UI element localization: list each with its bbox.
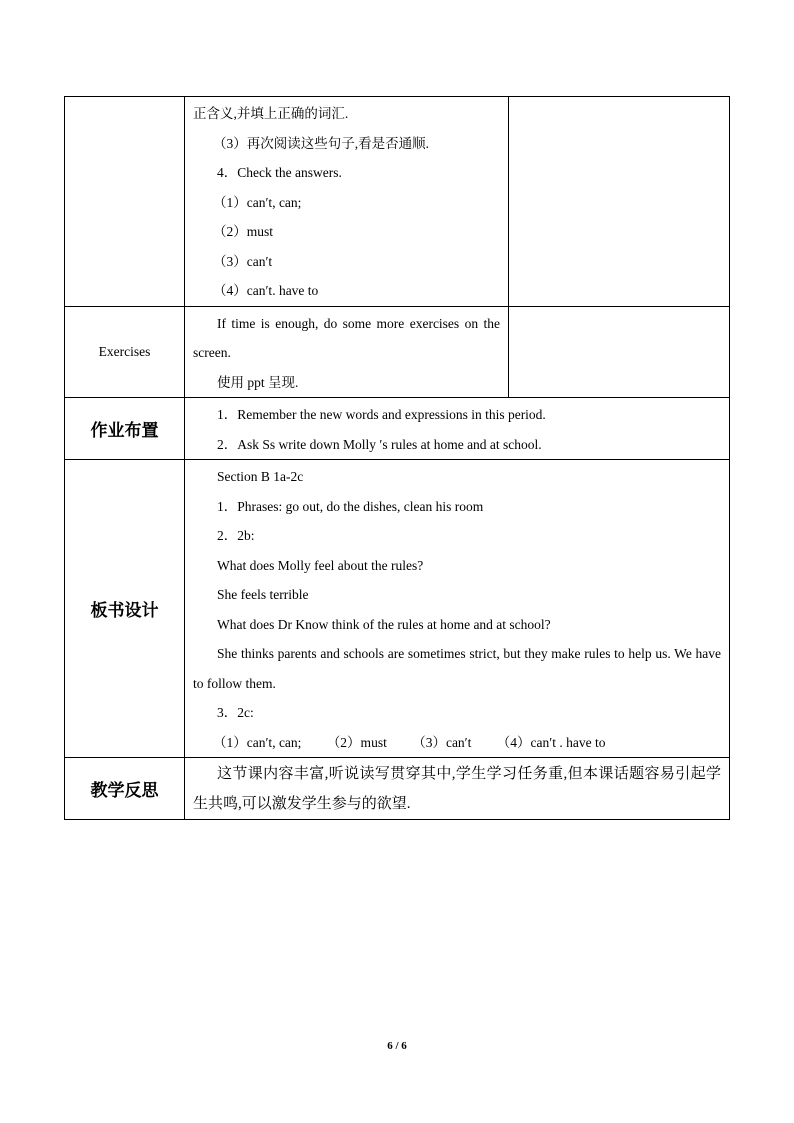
procedure-line: （4）can′t. have to	[213, 283, 319, 298]
homework-line: 1．Remember the new words and expressions in this period.	[217, 407, 546, 422]
board-content-cell	[185, 460, 730, 758]
page-number: 6 / 6	[387, 1040, 407, 1052]
procedure-line: （3）can′t	[213, 253, 273, 269]
board-line: She feels terrible	[217, 587, 309, 602]
board-line: What does Dr Know think of the rules at home and at school?	[217, 616, 551, 632]
board-paragraph: She thinks parents and schools are sometimes strict, but they make rules to help us. We have to follow them.	[193, 646, 721, 691]
homework-content-cell	[185, 398, 730, 460]
board-answers	[185, 728, 729, 758]
board-line: 3．2c:	[217, 705, 254, 720]
reflection-text: 这节课内容丰富,听说读写贯穿其中,学生学习任务重,但本课话题容易引起学生共鸣,可以激发学生参与的欲望.	[193, 766, 721, 812]
procedure-line: （1）can′t, can;	[213, 194, 302, 210]
procedure-line: 4．Check the answers.	[217, 165, 342, 180]
board-label: 板书设计	[65, 460, 185, 758]
procedure-line: （2）must	[213, 224, 274, 239]
procedure-line: （3）再次阅读这些句子,看是否通顺.	[213, 135, 429, 151]
exercises-content-cell	[185, 306, 509, 398]
answer-2: （2）must	[326, 734, 387, 750]
homework-label: 作业布置	[65, 398, 185, 460]
procedure-label-cell	[65, 97, 185, 307]
answer-4: （4）can′t	[496, 734, 556, 750]
procedure-notes-cell	[509, 97, 730, 307]
answer-4-cont: . have to	[559, 734, 606, 750]
homework-row	[65, 398, 730, 460]
board-line: 1．Phrases: go out, do the dishes, clean his room	[217, 498, 484, 514]
answer-3: （3）can′t	[412, 734, 472, 750]
exercises-label: Exercises	[65, 306, 185, 398]
procedure-content-cell	[185, 97, 509, 307]
board-line: What does Molly feel about the rules?	[217, 557, 424, 573]
reflection-label: 教学反思	[65, 758, 185, 820]
homework-line: 2．Ask Ss write down Molly ′s rules at home and at school.	[217, 436, 542, 452]
exercises-text: If time is enough, do some more exercises on the screen.	[193, 315, 500, 360]
answer-1: （1）can′t, can;	[213, 734, 302, 750]
exercises-line: 使用 ppt 呈现.	[217, 374, 299, 390]
lesson-plan-table	[64, 96, 730, 820]
board-row	[65, 460, 730, 758]
reflection-row	[65, 758, 730, 820]
procedure-line: 正含义,并填上正确的词汇.	[193, 106, 349, 121]
procedure-row	[65, 97, 730, 307]
board-line: Section B 1a-2c	[217, 469, 304, 484]
board-line: 2．2b:	[217, 528, 255, 543]
exercises-row	[65, 306, 730, 398]
exercises-notes-cell	[509, 306, 730, 398]
reflection-content-cell	[185, 758, 730, 820]
